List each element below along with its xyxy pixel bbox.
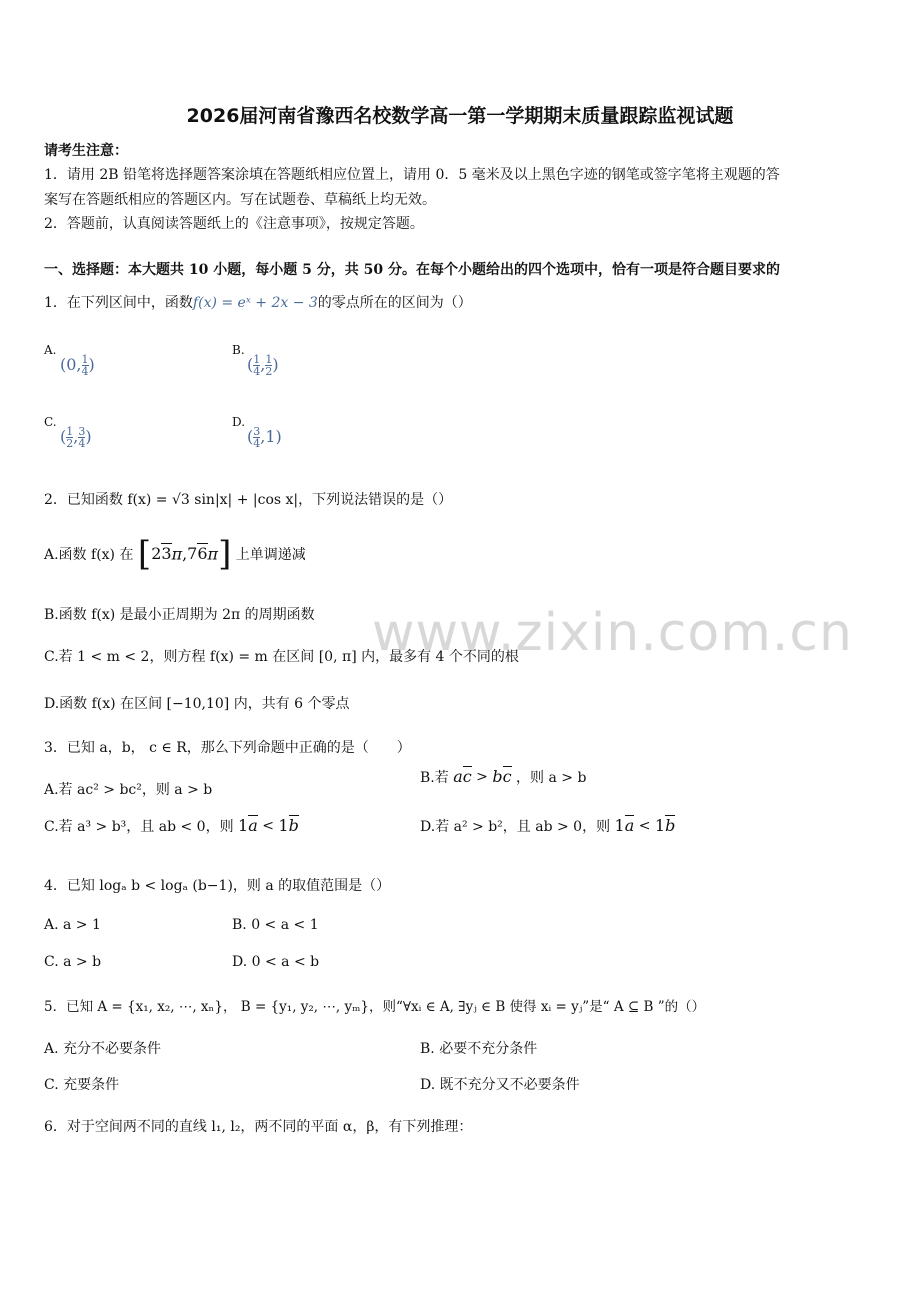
q1-stem-pre: 1．在下列区间中，函数	[44, 295, 193, 311]
q3-option-c[interactable]: C.若 a³ > b³，且 ab < 0，则 1a < 1b	[44, 816, 299, 835]
q1-option-c-interval: ( $\frac{1}{2}$ , $\frac{3}{4}$ )	[60, 425, 92, 450]
q2-option-b[interactable]: B.函数 f(x) 是最小正周期为 2π 的周期函数	[44, 607, 315, 623]
notice-heading: 请考生注意：	[44, 143, 128, 159]
q1-option-b[interactable]	[232, 343, 245, 357]
q1-b-label: B.	[232, 343, 245, 357]
q3-option-d[interactable]: D.若 a² > b²，且 ab > 0，则 1a < 1b	[420, 816, 676, 835]
q2-a-post: 上单调递减	[235, 547, 306, 563]
q4-option-c[interactable]: C. a > b	[44, 954, 102, 970]
notice-line-1a: 1．请用 2B 铅笔将选择题答案涂填在答题纸相应位置上，请用 0．5 毫米及以上黑色字迹的钢笔或签字笔将主观题的答	[44, 167, 780, 183]
question-1-stem	[44, 292, 472, 312]
q3-d-frac-2: 1b	[654, 816, 676, 835]
q1-option-a-interval: (0, $\frac{1}{4}$ )	[60, 353, 95, 378]
q5-option-a[interactable]: A. 充分不必要条件	[44, 1041, 162, 1057]
q2-option-d[interactable]: D.函数 f(x) 在区间 [−10,10] 内，共有 6 个零点	[44, 696, 350, 712]
q3-c-frac-1: 1a	[238, 816, 258, 835]
q3-b-frac-1: ac	[453, 767, 472, 786]
q2-a-pre: A.函数 f(x) 在	[44, 547, 134, 563]
notice-line-1b: 案写在答题纸相应的答题区内。写在试题卷、草稿纸上均无效。	[44, 192, 436, 208]
q5-option-b[interactable]: B. 必要不充分条件	[420, 1041, 538, 1057]
q1-d-label: D.	[232, 415, 246, 429]
q3-b-frac-2: bc	[492, 767, 512, 786]
q4-option-b[interactable]: B. 0 < a < 1	[232, 917, 319, 933]
question-6-stem: 6．对于空间两不同的直线 l₁, l₂，两不同的平面 α，β，有下列推理：	[44, 1119, 473, 1135]
q2-option-c[interactable]: C.若 1 < m < 2，则方程 f(x) = m 在区间 [0, π] 内，最多有 4 个不同的根	[44, 649, 519, 665]
question-3-stem: 3．已知 a，b， c ∈ R，那么下列命题中正确的是（ ）	[44, 740, 411, 756]
q3-d-pre: D.若 a² > b²，且 ab > 0，则	[420, 819, 611, 835]
q3-c-pre: C.若 a³ > b³，且 ab < 0，则	[44, 819, 234, 835]
question-2-stem: 2．已知函数 f(x) = √3 sin|x| + |cos x|，下列说法错误的是（）	[44, 492, 453, 508]
q2-a-frac-2: 76	[187, 544, 208, 563]
watermark: www.zixin.com.cn	[372, 603, 853, 663]
question-5-stem: 5．已知 A = {x₁, x₂, ⋯, xₙ}， B = {y₁, y₂, ⋯, yₘ}，则“∀xᵢ ∈ A, ∃yⱼ ∈ B 使得 xᵢ = yⱼ”是“ A ⊆ B ”的（）	[44, 999, 706, 1015]
q1-formula: f(x) = eˣ + 2x − 3	[192, 295, 318, 311]
section-heading: 一、选择题：本大题共 10 小题，每小题 5 分，共 50 分。在每个小题给出的四个选项中，恰有一项是符合题目要求的	[44, 262, 780, 278]
q1-option-a[interactable]	[44, 343, 56, 357]
q3-c-frac-2: 1b	[278, 816, 299, 835]
q1-c-label: C.	[44, 415, 57, 429]
q3-b-post: ，则 a > b	[516, 770, 587, 786]
q3-option-b[interactable]: B.若 ac > bc ，则 a > b	[420, 767, 587, 786]
q1-option-d[interactable]	[232, 415, 245, 429]
q1-a-label: A.	[44, 343, 57, 357]
q2-a-frac-1: 23	[151, 544, 172, 563]
q1-option-d-interval: ( $\frac{3}{4}$ ,1)	[247, 425, 282, 450]
q5-option-d[interactable]: D. 既不充分又不必要条件	[420, 1077, 580, 1093]
page-title: 2026届河南省豫西名校数学高一第一学期期末质量跟踪监视试题	[186, 105, 734, 127]
q3-b-pre: B.若	[420, 770, 449, 786]
notice-line-2: 2．答题前，认真阅读答题纸上的《注意事项》，按规定答题。	[44, 216, 424, 232]
q2-option-a[interactable]: A.函数 f(x) 在 [23π,76π] 上单调递减	[44, 534, 306, 574]
q3-option-a[interactable]: A.若 ac² > bc²，则 a > b	[44, 782, 213, 798]
q1-stem-post: 的零点所在的区间为（）	[317, 295, 472, 311]
q5-option-c[interactable]: C. 充要条件	[44, 1077, 120, 1093]
q1-option-b-interval: ( $\frac{1}{4}$ , $\frac{1}{2}$ )	[247, 353, 279, 378]
question-4-stem: 4．已知 logₐ b < logₐ (b−1)，则 a 的取值范围是（）	[44, 878, 391, 894]
q1-option-c[interactable]	[44, 415, 57, 429]
q4-option-d[interactable]: D. 0 < a < b	[232, 954, 320, 970]
q4-option-a[interactable]: A. a > 1	[44, 917, 101, 933]
q2-a-interval: [	[137, 534, 152, 574]
q3-d-frac-1: 1a	[614, 816, 635, 835]
